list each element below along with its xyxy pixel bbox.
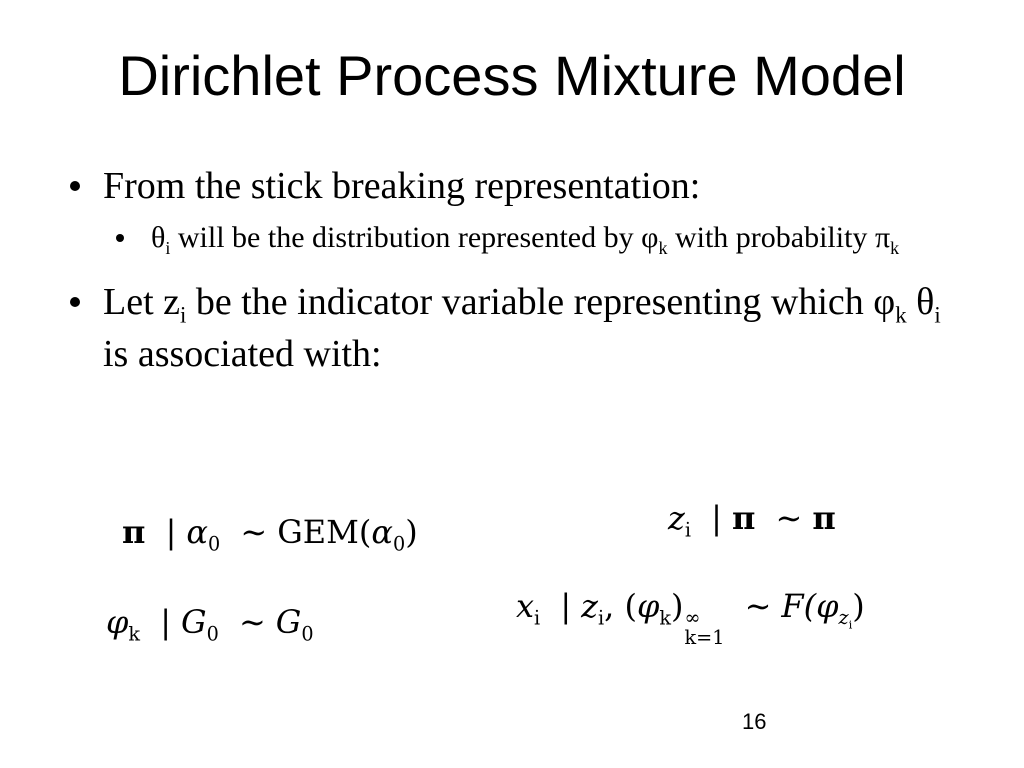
eq-bar: |	[560, 587, 572, 625]
eq-phi: φ	[636, 587, 660, 625]
eq-gem: GEM(	[277, 513, 372, 551]
eq-close-paren: )	[405, 513, 418, 551]
eq-alpha: α	[186, 513, 208, 551]
eq-index-range	[684, 605, 725, 649]
equation-pi-gem	[122, 512, 418, 556]
bullet-text-a: Let z	[103, 281, 181, 323]
eq-pi-bold: π	[122, 513, 146, 551]
eq-phi-sub: k	[128, 622, 141, 646]
eq-z: z	[838, 606, 849, 630]
pi-subscript: k	[890, 237, 900, 258]
eq-z-sub: i	[848, 617, 853, 632]
bullet-stick-breaking	[70, 160, 950, 212]
bullet-indicator-variable	[70, 276, 950, 380]
bullet-dot-icon	[70, 181, 80, 191]
slide-title: Dirichlet Process Mixture Model	[118, 44, 906, 107]
eq-x-sub: i	[534, 606, 541, 630]
sub-bullet-text-a: will be the distribution represented by	[170, 221, 642, 254]
eq-z-sub: i	[684, 518, 691, 542]
theta-subscript: i	[165, 237, 171, 258]
bullet-text-b: be the indicator variable representing which	[186, 281, 874, 323]
eq-phi-sub: k	[659, 606, 672, 630]
eq-open-paren: , (	[604, 587, 637, 625]
eq-f: F(	[781, 587, 817, 625]
eq-alpha: α	[371, 513, 393, 551]
eq-sim: ∼	[238, 603, 266, 641]
eq-z-sub: i	[598, 606, 605, 630]
eq-phi: φ	[816, 587, 839, 625]
eq-bar: |	[711, 499, 722, 537]
bullet-list	[70, 160, 950, 380]
theta-symbol: θ	[151, 221, 166, 254]
eq-phi: φ	[106, 603, 129, 641]
pi-symbol: π	[874, 221, 891, 254]
phi-symbol: φ	[873, 281, 896, 323]
page-number: 16	[742, 709, 767, 734]
eq-bar: |	[165, 513, 177, 551]
eq-sim: ∼	[744, 587, 772, 625]
eq-close-paren: )	[671, 587, 684, 625]
eq-x: x	[516, 587, 535, 625]
bullet-text: From the stick breaking representation:	[103, 165, 701, 207]
phi-symbol: φ	[641, 221, 659, 254]
equation-x-likelihood	[516, 586, 865, 648]
eq-pi-bold: π	[731, 499, 756, 537]
eq-g-sub: 0	[206, 622, 219, 646]
equation-phi-base	[106, 602, 314, 646]
eq-z: z	[581, 587, 598, 625]
eq-g-sub: 0	[301, 622, 314, 646]
eq-phi-sub	[838, 606, 853, 632]
eq-g: G	[275, 603, 302, 641]
eq-z: z	[668, 499, 685, 537]
sub-bullet-dot-icon	[116, 234, 124, 242]
eq-alpha-sub: 0	[207, 532, 221, 556]
eq-sim: ∼	[240, 513, 268, 551]
eq-close-paren: )	[852, 587, 865, 625]
bullet-dot-icon	[70, 297, 80, 307]
sub-bullet-theta-distribution	[103, 214, 950, 262]
eq-alpha-sub: 0	[392, 532, 406, 556]
eq-k-equals-1: k=1	[684, 625, 725, 649]
theta-symbol: θ	[916, 281, 935, 323]
sub-bullet-text-b: with probability	[667, 221, 875, 254]
eq-bar: |	[160, 603, 171, 641]
phi-subscript: k	[895, 302, 907, 328]
bullet-text-c: is associated with:	[103, 333, 382, 375]
eq-infinity: ∞	[684, 605, 701, 629]
eq-pi-bold: π	[812, 499, 836, 537]
eq-g: G	[181, 603, 207, 641]
phi-subscript: k	[658, 237, 668, 258]
theta-subscript: i	[934, 302, 941, 328]
equation-z-indicator	[668, 498, 836, 542]
z-subscript: i	[180, 302, 187, 328]
eq-sim: ∼	[775, 499, 803, 537]
